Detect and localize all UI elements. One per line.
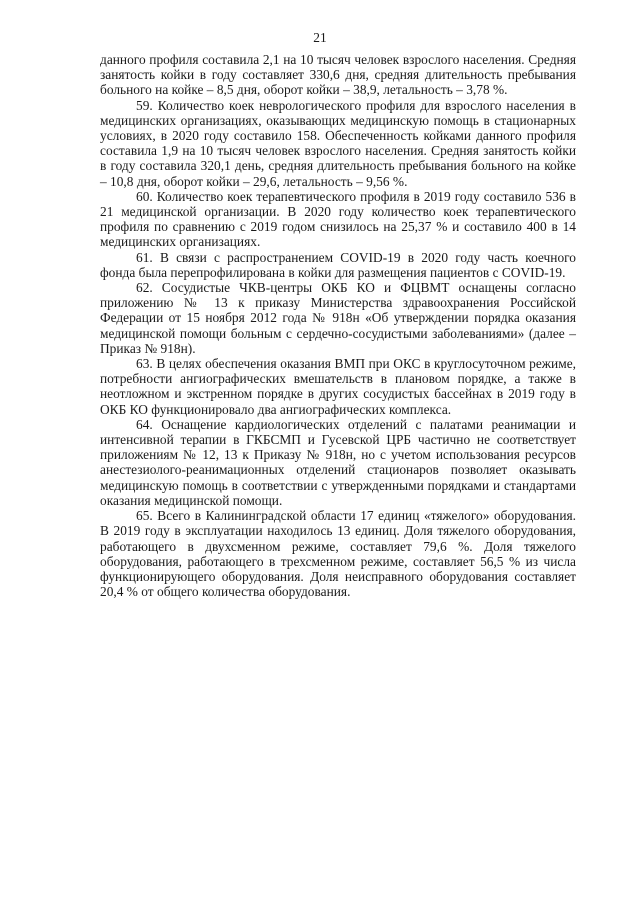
paragraph-62: 62. Сосудистые ЧКВ-центры ОКБ КО и ФЦВМТ оснащены согласно приложению № 13 к приказу Министерства здравоохранения Российской Федерации от 15 ноября 2012 года № 918н «Об утверждении порядка оказания медицинской помощи больным с сердечно-сосудистыми заболеваниями» (далее – Приказ № 918н). <box>100 280 576 356</box>
page-number: 21 <box>313 30 327 45</box>
paragraph-65: 65. Всего в Калининградской области 17 единиц «тяжелого» оборудования. В 2019 году в эксплуатации находилось 13 единиц. Доля тяжелого оборудования, работающего в двухсменном режиме, составляет 79,6 %. Доля тяжелого оборудования, работающего в трехсменном режиме, составляет 56,5 % из числа функционирующего оборудования. Доля неисправного оборудования составляет 20,4 % от общего количества оборудования. <box>100 508 576 600</box>
paragraph-continuation: данного профиля составила 2,1 на 10 тысяч человек взрослого населения. Средняя занятость койки в году составляет 330,6 дня, средняя длительность пребывания больного на койке – 8,5 дня, оборот койки – 38,9, летальность – 3,78 %. <box>100 52 576 98</box>
paragraph-60: 60. Количество коек терапевтического профиля в 2019 году составило 536 в 21 медицинской организации. В 2020 году количество коек терапевтического профиля по сравнению с 2019 годом снизилось на 25,37 % и составило 400 в 14 медицинских организациях. <box>100 188 576 250</box>
paragraph-61: 61. В связи с распространением COVID-19 в 2020 году часть коечного фонда была перепрофилирована в койки для размещения пациентов с COVID-19. <box>100 249 576 280</box>
paragraph-64: 64. Оснащение кардиологических отделений с палатами реанимации и интенсивной терапии в ГКБСМП и Гусевской ЦРБ частично не соответствует приложениям № 12, 13 к Приказу № 918н, но с учетом использования ресурсов анестезиолого-реанимационных отделений стационаров позволяет оказывать медицинскую помощь в соответствии с утвержденными порядками и стандартами оказания медицинской помощи. <box>100 416 576 508</box>
paragraph-63: 63. В целях обеспечения оказания ВМП при ОКС в круглосуточном режиме, потребности ангиографических вмешательств в плановом порядке, а также в неотложном и экстренном порядке в других сосудистых бассейнах в 2019 году в ОКБ КО функционировало два ангиографических комплекса. <box>100 356 576 417</box>
document-body <box>100 52 576 599</box>
paragraph-59: 59. Количество коек неврологического профиля для взрослого населения в медицинских организациях, оказывающих медицинскую помощь в стационарных условиях, в 2020 году составило 158. Обеспеченность койками данного профиля составила 1,9 на 10 тысяч человек взрослого населения. Средняя занятость койки в году составила 320,1 день, средняя длительность пребывания больного на койке – 10,8 дня, оборот койки – 29,6, летальность – 9,56 %. <box>100 97 576 189</box>
